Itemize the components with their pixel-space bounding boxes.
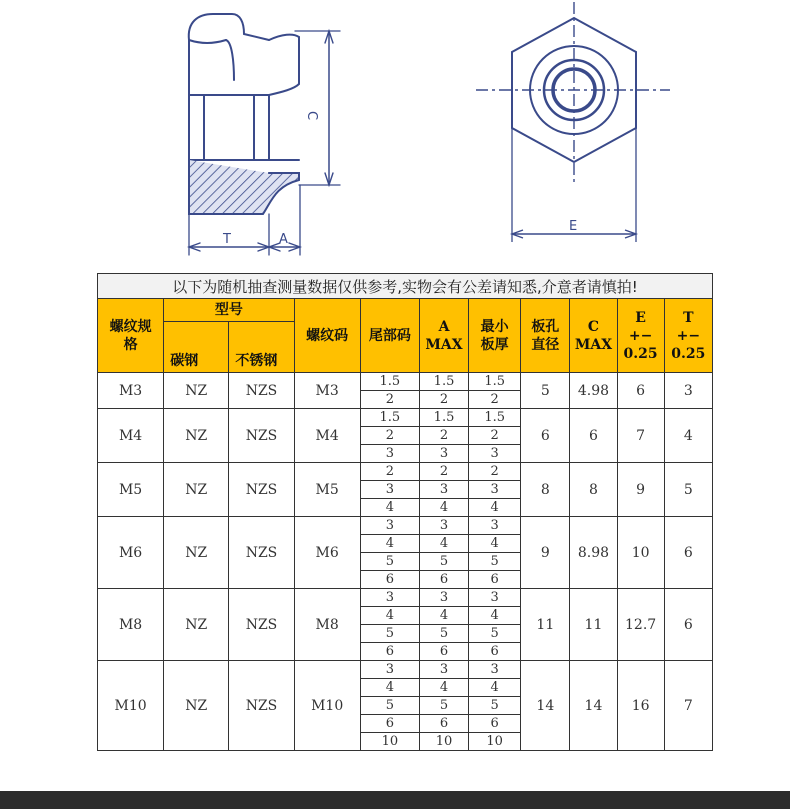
t-cell: 4	[664, 409, 712, 463]
min-thickness-cell: 3	[469, 661, 521, 679]
thread-code-cell: M8	[294, 589, 360, 661]
a-max-cell: 4	[419, 535, 468, 553]
table-row	[98, 373, 713, 391]
tail-code-cell: 4	[360, 679, 419, 697]
header-c-max-label: MAX	[574, 336, 613, 353]
hole-diameter-cell: 9	[521, 517, 570, 589]
min-thickness-cell: 3	[469, 481, 521, 499]
header-e-pm: +−	[628, 327, 653, 344]
a-max-cell: 6	[419, 571, 468, 589]
a-max-cell: 3	[419, 445, 468, 463]
min-thickness-cell: 6	[469, 715, 521, 733]
thread-code-cell: M3	[294, 373, 360, 409]
e-cell: 10	[617, 517, 664, 589]
stainless-model-cell: NZS	[229, 517, 294, 589]
disclaimer-notice: 以下为随机抽查测量数据仅供参考,实物会有公差请知悉,介意者请慎拍!	[98, 274, 713, 299]
hole-diameter-cell: 8	[521, 463, 570, 517]
tail-code-cell: 3	[360, 661, 419, 679]
table-row	[98, 463, 713, 481]
a-max-cell: 4	[419, 679, 468, 697]
tail-code-cell: 2	[360, 463, 419, 481]
tail-code-cell: 1.5	[360, 409, 419, 427]
c-max-cell: 14	[570, 661, 617, 751]
header-t-pm: +−	[676, 327, 701, 344]
header-tail-code: 尾部码	[360, 299, 419, 373]
header-thread-code: 螺纹码	[294, 299, 360, 373]
tail-code-cell: 6	[360, 715, 419, 733]
min-thickness-cell: 3	[469, 517, 521, 535]
min-thickness-cell: 2	[469, 463, 521, 481]
header-stainless-steel: 不锈钢	[229, 322, 294, 373]
stainless-model-cell: NZS	[229, 373, 294, 409]
stainless-model-cell: NZS	[229, 409, 294, 463]
dim-label-t: T	[223, 232, 231, 247]
min-thickness-cell: 4	[469, 607, 521, 625]
e-cell: 6	[617, 373, 664, 409]
carbon-model-cell: NZ	[164, 517, 229, 589]
tail-code-cell: 5	[360, 625, 419, 643]
nut-technical-drawing	[0, 0, 790, 272]
a-max-cell: 6	[419, 715, 468, 733]
thread-size-cell: M4	[98, 409, 164, 463]
header-hole-diameter: 板孔直径	[521, 299, 570, 373]
min-thickness-cell: 6	[469, 571, 521, 589]
tail-code-cell: 3	[360, 481, 419, 499]
thread-size-cell: M10	[98, 661, 164, 751]
t-cell: 5	[664, 463, 712, 517]
thread-code-cell: M4	[294, 409, 360, 463]
min-thickness-cell: 1.5	[469, 409, 521, 427]
dim-label-e: E	[569, 219, 578, 234]
side-view	[189, 14, 340, 255]
stainless-model-cell: NZS	[229, 589, 294, 661]
header-carbon-steel: 碳钢	[164, 322, 229, 373]
carbon-model-cell: NZ	[164, 661, 229, 751]
a-max-cell: 4	[419, 607, 468, 625]
min-thickness-cell: 1.5	[469, 373, 521, 391]
tail-code-cell: 10	[360, 733, 419, 751]
dim-label-c: C	[304, 111, 319, 121]
a-max-cell: 3	[419, 481, 468, 499]
carbon-model-cell: NZ	[164, 589, 229, 661]
table-row	[98, 589, 713, 607]
stainless-model-cell: NZS	[229, 463, 294, 517]
a-max-cell: 5	[419, 697, 468, 715]
c-max-cell: 6	[570, 409, 617, 463]
a-max-cell: 3	[419, 661, 468, 679]
header-model: 型号	[164, 299, 294, 322]
t-cell: 3	[664, 373, 712, 409]
min-thickness-cell: 2	[469, 391, 521, 409]
tail-code-cell: 1.5	[360, 373, 419, 391]
tail-code-cell: 5	[360, 697, 419, 715]
tail-code-cell: 2	[360, 427, 419, 445]
min-thickness-cell: 2	[469, 427, 521, 445]
hole-diameter-cell: 6	[521, 409, 570, 463]
a-max-cell: 3	[419, 517, 468, 535]
thread-size-cell: M5	[98, 463, 164, 517]
e-cell: 12.7	[617, 589, 664, 661]
t-cell: 6	[664, 517, 712, 589]
dim-label-a: A	[279, 232, 288, 247]
header-e-tolerance	[617, 299, 664, 373]
min-thickness-cell: 5	[469, 553, 521, 571]
e-cell: 9	[617, 463, 664, 517]
min-thickness-cell: 5	[469, 697, 521, 715]
a-max-cell: 6	[419, 643, 468, 661]
thread-code-cell: M10	[294, 661, 360, 751]
t-cell: 6	[664, 589, 712, 661]
tail-code-cell: 3	[360, 589, 419, 607]
min-thickness-cell: 4	[469, 679, 521, 697]
header-t-tolerance	[664, 299, 712, 373]
table-row	[98, 409, 713, 427]
c-max-cell: 11	[570, 589, 617, 661]
table-row	[98, 661, 713, 679]
hole-diameter-cell: 11	[521, 589, 570, 661]
top-view	[476, 2, 670, 242]
header-t-label: T	[683, 309, 694, 326]
header-e-tol: 0.25	[623, 345, 658, 362]
header-a-max-label: MAX	[425, 336, 463, 353]
hole-diameter-cell: 5	[521, 373, 570, 409]
tail-code-cell: 4	[360, 607, 419, 625]
table-row	[98, 517, 713, 535]
header-e-label: E	[635, 309, 646, 326]
a-max-cell: 1.5	[419, 409, 468, 427]
a-max-cell: 10	[419, 733, 468, 751]
a-max-cell: 2	[419, 391, 468, 409]
min-thickness-cell: 4	[469, 499, 521, 517]
thread-code-cell: M6	[294, 517, 360, 589]
thread-size-cell: M8	[98, 589, 164, 661]
header-a-max	[419, 299, 468, 373]
tail-code-cell: 4	[360, 535, 419, 553]
header-t-tol: 0.25	[671, 345, 706, 362]
a-max-cell: 1.5	[419, 373, 468, 391]
t-cell: 7	[664, 661, 712, 751]
min-thickness-cell: 4	[469, 535, 521, 553]
tail-code-cell: 4	[360, 499, 419, 517]
spec-table	[97, 273, 713, 751]
header-a-label: A	[438, 318, 450, 335]
a-max-cell: 3	[419, 589, 468, 607]
tail-code-cell: 6	[360, 571, 419, 589]
header-thread-size: 螺纹规格	[98, 299, 164, 373]
c-max-cell: 8	[570, 463, 617, 517]
min-thickness-cell: 3	[469, 445, 521, 463]
tail-code-cell: 2	[360, 391, 419, 409]
stainless-model-cell: NZS	[229, 661, 294, 751]
min-thickness-cell: 5	[469, 625, 521, 643]
tail-code-cell: 3	[360, 517, 419, 535]
carbon-model-cell: NZ	[164, 373, 229, 409]
e-cell: 7	[617, 409, 664, 463]
min-thickness-cell: 3	[469, 589, 521, 607]
a-max-cell: 5	[419, 553, 468, 571]
hole-diameter-cell: 14	[521, 661, 570, 751]
a-max-cell: 5	[419, 625, 468, 643]
a-max-cell: 2	[419, 427, 468, 445]
carbon-model-cell: NZ	[164, 463, 229, 517]
thread-size-cell: M6	[98, 517, 164, 589]
c-max-cell: 8.98	[570, 517, 617, 589]
a-max-cell: 4	[419, 499, 468, 517]
header-c-label: C	[587, 318, 600, 335]
c-max-cell: 4.98	[570, 373, 617, 409]
thread-size-cell: M3	[98, 373, 164, 409]
e-cell: 16	[617, 661, 664, 751]
header-min-thickness: 最小板厚	[469, 299, 521, 373]
tail-code-cell: 3	[360, 445, 419, 463]
min-thickness-cell: 6	[469, 643, 521, 661]
tail-code-cell: 6	[360, 643, 419, 661]
min-thickness-cell: 10	[469, 733, 521, 751]
a-max-cell: 2	[419, 463, 468, 481]
carbon-model-cell: NZ	[164, 409, 229, 463]
header-c-max	[570, 299, 617, 373]
thread-code-cell: M5	[294, 463, 360, 517]
footer-bar	[0, 791, 790, 809]
tail-code-cell: 5	[360, 553, 419, 571]
